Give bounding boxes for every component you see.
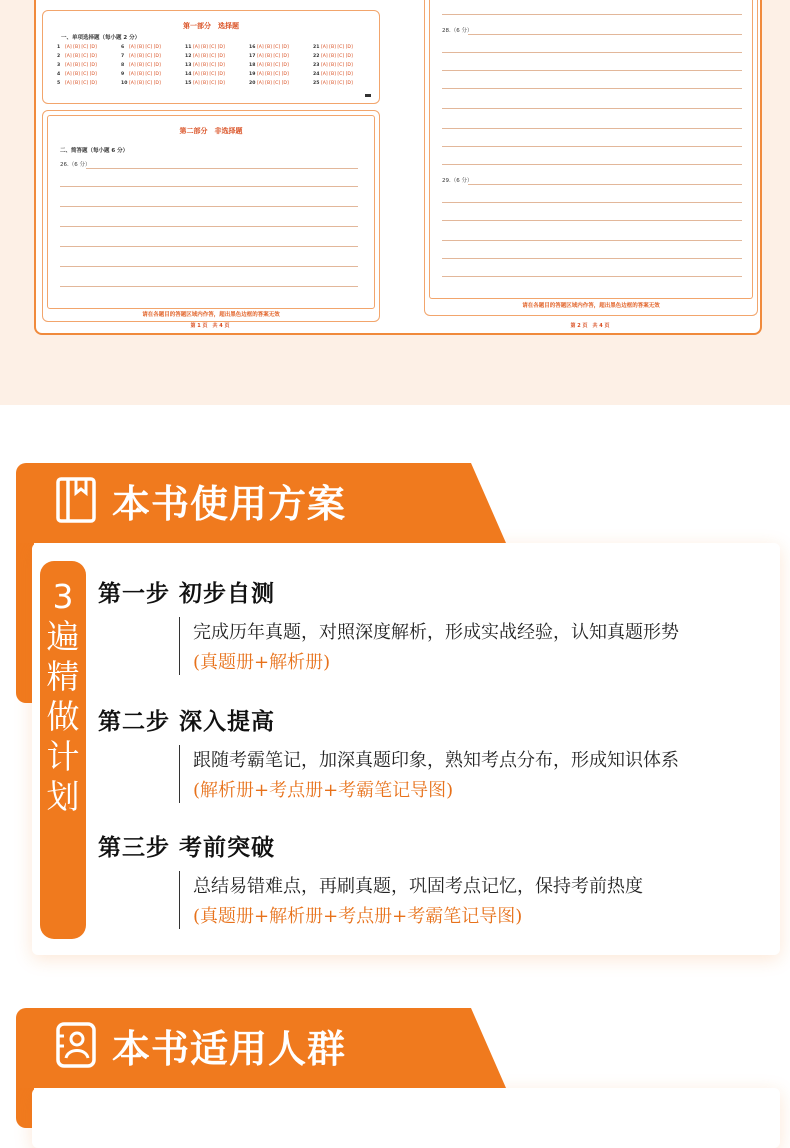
right-answer-box [424, 0, 758, 316]
question-number: 5 [57, 81, 61, 86]
usage-plan-section [16, 463, 790, 963]
choice-bubbles: [A] [B] [C] [D] [65, 72, 97, 77]
question-number: 16 [249, 45, 256, 50]
answer-line [442, 164, 742, 165]
choice-row [57, 70, 97, 79]
choice-row [313, 70, 353, 79]
answer-sheet-right-page [424, 0, 756, 329]
choice-row [121, 79, 161, 88]
side-label-char: 划 [46, 777, 80, 816]
question-number: 2 [57, 54, 61, 59]
question-number: 22 [313, 54, 320, 59]
question-number: 4 [57, 72, 61, 77]
answer-line [442, 108, 742, 109]
answer-line [442, 88, 742, 89]
answer-sheet [34, 0, 762, 335]
choice-bubbles: [A] [B] [C] [D] [321, 81, 353, 86]
answer-line [468, 34, 742, 35]
sa-heading: 二、简答题（每小题 6 分） [60, 148, 129, 154]
question-number: 13 [185, 63, 192, 68]
choice-bubbles: [A] [B] [C] [D] [65, 45, 97, 50]
question-number: 12 [185, 54, 192, 59]
question-number: 10 [121, 81, 128, 86]
book-icon [56, 477, 96, 527]
answer-line [60, 226, 358, 227]
question-number: 7 [121, 54, 125, 59]
step-1-books: (真题册+解析册) [193, 652, 331, 673]
question-number: 3 [57, 63, 61, 68]
question-number: 9 [121, 72, 125, 77]
answer-line [60, 246, 358, 247]
choice-bubbles: [A] [B] [C] [D] [193, 72, 225, 77]
part1-title: 第一部分 选择题 [183, 22, 239, 30]
choice-bubbles: [A] [B] [C] [D] [257, 81, 289, 86]
side-label-char: 遍 [46, 617, 80, 656]
three-pass-plan-tab [40, 561, 86, 939]
step-2-title: 第二步 深入提高 [98, 709, 276, 735]
choice-row [185, 79, 225, 88]
answer-line [442, 14, 742, 15]
answer-sheet-left-page [42, 0, 378, 329]
answer-line [468, 184, 742, 185]
left-page-number: 第 1 页 共 4 页 [190, 323, 230, 329]
answer-line [442, 128, 742, 129]
question-number: 19 [249, 72, 256, 77]
choice-row [313, 52, 353, 61]
choice-bubbles: [A] [B] [C] [D] [193, 45, 225, 50]
step-1-divider [179, 617, 180, 675]
answer-line [60, 186, 358, 187]
question-number: 14 [185, 72, 192, 77]
question-number: 17 [249, 54, 256, 59]
left-warning-text: 请在各题目的答题区域内作答，超出黑色边框的答案无效 [142, 312, 280, 318]
choice-column [57, 43, 97, 88]
step-2-books: (解析册+考点册+考霸笔记导图) [193, 780, 454, 801]
question-number: 25 [313, 81, 320, 86]
answer-line [442, 70, 742, 71]
question-number: 18 [249, 63, 256, 68]
choice-row [121, 61, 161, 70]
question-number: 1 [57, 45, 61, 50]
audience-section [16, 1008, 790, 1115]
right-warning-text: 请在各题目的答题区域内作答，超出黑色边框的答案无效 [522, 303, 660, 309]
choice-row [121, 52, 161, 61]
choice-bubbles: [A] [B] [C] [D] [129, 72, 161, 77]
choice-column [121, 43, 161, 88]
question-number: 24 [313, 72, 320, 77]
audience-card [32, 1088, 780, 1148]
choice-row [313, 43, 353, 52]
choice-row [249, 52, 289, 61]
choice-row [313, 61, 353, 70]
choice-bubbles: [A] [B] [C] [D] [129, 63, 161, 68]
choice-column [185, 43, 225, 88]
choice-bubbles: [A] [B] [C] [D] [65, 63, 97, 68]
part2-title: 第二部分 非选择题 [179, 127, 243, 135]
choice-bubbles: [A] [B] [C] [D] [321, 72, 353, 77]
step-3-title: 第三步 考前突破 [98, 835, 276, 861]
side-label-char: 计 [46, 737, 80, 776]
choice-bubbles: [A] [B] [C] [D] [193, 54, 225, 59]
answer-line [442, 220, 742, 221]
choice-row [185, 61, 225, 70]
short-answer-box [42, 110, 380, 322]
choice-column [249, 43, 289, 88]
choice-row [249, 43, 289, 52]
question-number: 6 [121, 45, 125, 50]
answer-line [442, 52, 742, 53]
right-inner-frame [429, 0, 753, 299]
side-label-char: 精 [46, 657, 80, 696]
choice-bubbles: [A] [B] [C] [D] [321, 54, 353, 59]
choice-bubbles: [A] [B] [C] [D] [65, 54, 97, 59]
question-28-label: 28.（6 分） [442, 28, 473, 34]
step-3-divider [179, 871, 180, 929]
step-3-books: (真题册+解析册+考点册+考霸笔记导图) [193, 906, 523, 927]
step-2-divider [179, 745, 180, 803]
answer-line [442, 202, 742, 203]
choice-bubbles: [A] [B] [C] [D] [129, 81, 161, 86]
right-page-number: 第 2 页 共 4 页 [570, 323, 610, 329]
choice-bubbles: [A] [B] [C] [D] [193, 63, 225, 68]
choice-row [121, 70, 161, 79]
answer-line [442, 146, 742, 147]
answer-line [86, 168, 358, 169]
choice-row [249, 61, 289, 70]
step-2-description: 跟随考霸笔记，加深真题印象，熟知考点分布，形成知识体系 [193, 750, 679, 771]
choice-section-box [42, 10, 380, 104]
answer-line [442, 276, 742, 277]
question-number: 23 [313, 63, 320, 68]
audience-title: 本书适用人群 [112, 1027, 347, 1071]
step-3-description: 总结易错难点，再刷真题，巩固考点记忆，保持考前热度 [193, 876, 643, 897]
choice-row [185, 43, 225, 52]
choice-row [57, 79, 97, 88]
question-number: 15 [185, 81, 192, 86]
choice-row [313, 79, 353, 88]
choice-column [313, 43, 353, 88]
choice-row [57, 52, 97, 61]
question-29-label: 29.（6 分） [442, 178, 473, 184]
side-label-char: 3 [52, 577, 74, 616]
choice-row [249, 70, 289, 79]
corner-mark [365, 94, 371, 97]
answer-line [60, 286, 358, 287]
answer-line [442, 258, 742, 259]
choice-row [121, 43, 161, 52]
choice-row [57, 43, 97, 52]
choice-bubbles: [A] [B] [C] [D] [129, 54, 161, 59]
question-number: 20 [249, 81, 256, 86]
question-26-label: 26.（6 分） [60, 162, 91, 168]
answer-line [442, 240, 742, 241]
step-1-description: 完成历年真题，对照深度解析，形成实战经验，认知真题形势 [193, 622, 679, 643]
choice-bubbles: [A] [B] [C] [D] [257, 72, 289, 77]
answer-line [60, 266, 358, 267]
question-number: 11 [185, 45, 192, 50]
people-icon [56, 1022, 96, 1072]
choice-bubbles: [A] [B] [C] [D] [129, 45, 161, 50]
short-answer-inner-frame [47, 115, 375, 309]
choice-bubbles: [A] [B] [C] [D] [257, 45, 289, 50]
choice-bubbles: [A] [B] [C] [D] [257, 63, 289, 68]
usage-plan-title: 本书使用方案 [112, 482, 347, 526]
step-1-title: 第一步 初步自测 [98, 581, 276, 607]
answer-line [60, 206, 358, 207]
choice-row [185, 52, 225, 61]
choice-bubbles: [A] [B] [C] [D] [321, 63, 353, 68]
choice-bubbles: [A] [B] [C] [D] [65, 81, 97, 86]
choice-row [57, 61, 97, 70]
choice-row [249, 79, 289, 88]
choice-bubbles: [A] [B] [C] [D] [193, 81, 225, 86]
choice-bubbles: [A] [B] [C] [D] [321, 45, 353, 50]
question-number: 8 [121, 63, 125, 68]
choice-bubbles: [A] [B] [C] [D] [257, 54, 289, 59]
mc-heading: 一、单项选择题（每小题 2 分） [61, 35, 141, 41]
choice-row [185, 70, 225, 79]
three-pass-plan-label [40, 577, 86, 817]
side-label-char: 做 [46, 697, 80, 736]
question-number: 21 [313, 45, 320, 50]
